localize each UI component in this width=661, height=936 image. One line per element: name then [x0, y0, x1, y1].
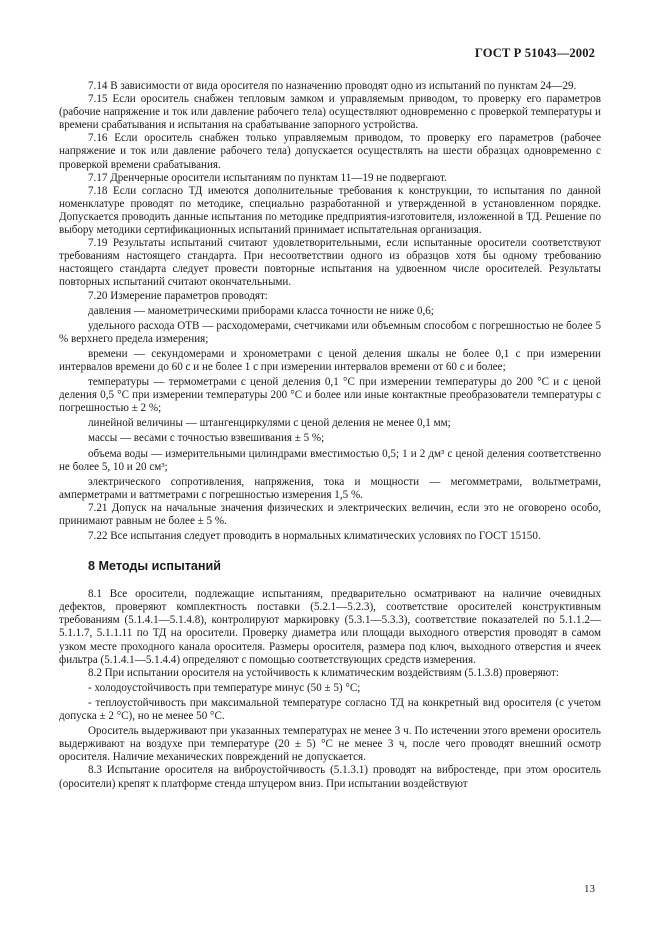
- page-number: 13: [584, 883, 595, 895]
- paragraph-7-15: 7.15 Если ороситель снабжен тепловым замком и управляемым приводом, то проверку его параметров (рабочие напряжение и ток или давление рабочего тела) осуществляют одновременно с проверкой температуры и времени срабатывания и испытания на срабатывание запорного устройства.: [59, 93, 601, 132]
- paragraph-7-17: 7.17 Дренчерные оросители испытаниям по пунктам 11—19 не подвергают.: [88, 171, 447, 184]
- paragraph-7-19: 7.19 Результаты испытаний считают удовлетворительными, если испытанные оросители соответствуют требованиям настоящего стандарта. При несоответствии одного из образцов хотя бы одному требованию настоящего стандарта следует провести повторные испытания на удвоенном числе оросителей. Результаты повторных испытаний считают окончательными.: [59, 237, 601, 289]
- paragraph-8-3: 8.3 Испытание оросителя на виброустойчивость (5.1.3.1) проводят на вибростенде, при этом ороситель (оросители) крепят к платформе стенда штуцером вниз. При испытании воздействуют: [59, 764, 601, 790]
- paragraph-7-20: 7.20 Измерение параметров проводят:: [88, 289, 268, 302]
- document-header: ГОСТ Р 51043—2002: [474, 46, 595, 60]
- measure-length: линейной величины — штангенциркулями с ценой деления не менее 0,1 мм;: [88, 417, 451, 430]
- cold-resistance-item: - холодоустойчивость при температуре минус (50 ± 5) °С;: [88, 681, 361, 694]
- paragraph-7-16: 7.16 Если ороситель снабжен только управляемым приводом, то проверку его параметров (рабочее напряжение и ток или давление рабочего тела) допускается осуществлять на шести образцах одновременно с проверкой времени срабатывания.: [59, 132, 601, 171]
- heat-resistance-item: - теплоустойчивость при максимальной температуре согласно ТД на конкретный вид оросителя (с учетом допуска ± 2 °С), но не менее 50 °С.: [59, 696, 601, 723]
- section-heading: 8 Методы испытаний: [88, 559, 221, 574]
- paragraph-8-1: 8.1 Все оросители, подлежащие испытаниям, предварительно осматривают на наличие очевидных дефектов, проверяют комплектность поставки (5.2.1—5.2.3), соответствие оросителей конструктивным требованиям (5.1.4.1—5.1.4.8), контролируют маркировку (5.3.1—5.3.3), соответствие показателей по 5.1.1.2—5.1.1.7, 5.1.1.11 по ТД на оросители. Проверку диаметра или площади выходного отверстия проводят в самом узком месте проходного канала оросителя. Размеры оросителя, размера под ключ, выходного отверстия и ячеек фильтра (5.1.4.1—5.1.4.4) определяют с помощью соответствующих средств измерения.: [59, 588, 601, 666]
- paragraph-8-2: 8.2 При испытании оросителя на устойчивость к климатическим воздействиям (5.1.3.8) проверяют:: [88, 666, 559, 679]
- measure-flow: удельного расхода ОТВ — расходомерами, счетчиками или объемным способом с погрешностью не более 5 % верхнего предела измерения;: [59, 319, 601, 345]
- measure-mass: массы — весами с точностью взвешивания ± 5 %;: [88, 432, 325, 445]
- document-body: [59, 80, 601, 791]
- paragraph-7-21: 7.21 Допуск на начальные значения физических и электрических величин, если это не оговорено особо, принимают равным не более ± 5 %.: [59, 501, 601, 527]
- paragraph-7-14: 7.14 В зависимости от вида оросителя по назначению проводят одно из испытаний по пунктам 24—29.: [88, 80, 577, 92]
- measure-water-volume: объема воды — измерительными цилиндрами вместимостью 0,5; 1 и 2 дм³ с ценой деления соответственно не более 5, 10 и 20 см³;: [59, 447, 601, 473]
- paragraph-8-2-exposure: Ороситель выдерживают при указанных температурах не менее 3 ч. По истечении этого времени ороситель выдерживают на воздухе при температуре (20 ± 5) °С не менее 3 ч, после чего проводят внешний осмотр оросителя. Наличие механических повреждений не допускается.: [59, 725, 601, 764]
- paragraph-7-18: 7.18 Если согласно ТД имеются дополнительные требования к конструкции, то испытания по данной номенклатуре проводят по методике, специально разработанной и утвержденной в установленном порядке. Допускается проводить данные испытания по методике предприятия-изготовителя, изложенной в ТД. Решение по выбору методики сертификационных испытаний принимает испытательная организация.: [59, 184, 601, 237]
- measure-time: времени — секундомерами и хронометрами с ценой деления шкалы не более 0,1 с при измерении интервалов времени до 60 с и не более 1 с при измерении интервалов времени от 60 с и более;: [59, 347, 601, 373]
- paragraph-7-22: 7.22 Все испытания следует проводить в нормальных климатических условиях по ГОСТ 15150.: [88, 530, 541, 543]
- measure-electrical: электрического сопротивления, напряжения, тока и мощности — мегомметрами, вольтметрами, амперметрами и ваттметрами с погрешностью измерения 1,5 %.: [59, 475, 601, 501]
- measure-pressure: давления — манометрическими приборами класса точности не ниже 0,6;: [88, 304, 434, 317]
- measure-temperature: температуры — термометрами с ценой деления 0,1 °С при измерении температуры до 200 °С и с ценой деления 0,5 °С при измерении температуры 200 °С и более или иные контактные преобразователи температуры с погрешностью ± 2 %;: [59, 376, 601, 415]
